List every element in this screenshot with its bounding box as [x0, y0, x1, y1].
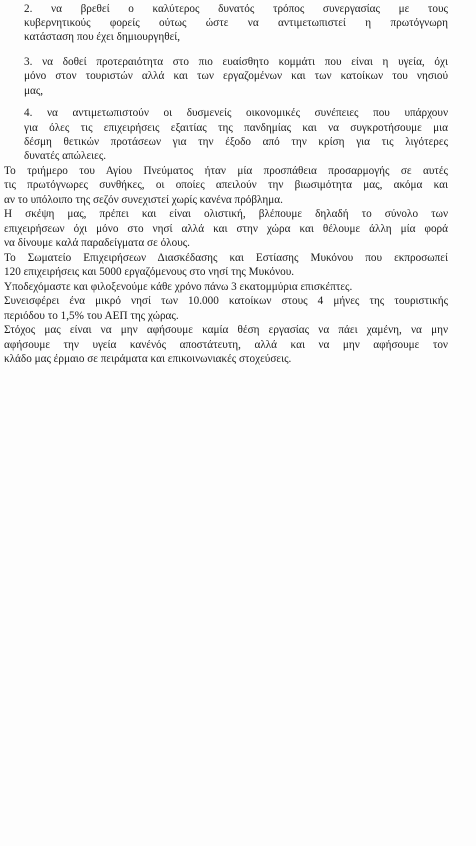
text-line: Υποδεχόμαστε και φιλοξενούμε κάθε χρόνο πάνω 3 εκατομμύρια επισκέπτες.: [4, 281, 353, 293]
text-line: Το τριήμερο του Αγίου Πνεύματος ήταν μία προσπάθεια προσαρμογής σε αυτές: [4, 165, 448, 177]
text-line: 120 επιχειρήσεις και 5000 εργαζόμενους στο νησί της Μυκόνου.: [4, 266, 295, 278]
text-line: να δίνουμε καλά παραδείγματα σε όλους.: [4, 237, 190, 249]
text-line: 2. να βρεθεί ο καλύτερος δυνατός τρόπος συνεργασίας με τους: [24, 3, 448, 15]
text-line: περιόδου το 1,5% του ΑΕΠ της χώρας.: [4, 310, 179, 322]
text-line: Στόχος μας είναι να μην αφήσουμε καμία θέση εργασίας να πάει χαμένη, να μην: [4, 324, 448, 336]
text-line: κυβερνητικούς φορείς ούτως ώστε να αντιμετωπιστεί η πρωτόγνωρη: [24, 17, 448, 29]
text-line: τις πρωτόγνωρες συνθήκες, οι οποίες απειλούν την βιωσιμότητα μας, ακόμα και: [4, 179, 448, 191]
text-line: δέσμη θετικών προτάσεων για την έξοδο από την κρίση για τις λιγότερες: [24, 136, 448, 148]
text-line: Συνεισφέρει ένα μικρό νησί των 10.000 κατοίκων στους 4 μήνες της τουριστικής: [4, 295, 448, 307]
text-line: αφήσουμε την υγεία κανένός αποστάτευτη, αλλά και να μην αφήσουμε τον: [4, 339, 448, 351]
text-line: Το Σωματείο Επιχειρήσεων Διασκέδασης και Εστίασης Μυκόνου που εκπροσωπεί: [4, 252, 448, 264]
text-line: αν το υπόλοιπο της σεζόν συνεχιστεί χωρίς κανένα πρόβλημα.: [4, 194, 283, 206]
text-line: Η σκέψη μας, πρέπει και είναι ολιστική, βλέπουμε δηλαδή το σύνολο των: [4, 208, 448, 220]
text-line: δυνατές απώλειες.: [24, 150, 107, 162]
text-line: 4. να αντιμετωπιστούν οι δυσμενείς οικονομικές συνέπειες που υπάρχουν: [24, 107, 448, 119]
text-line: για όλες τις επιχειρήσεις εξαιτίας της πανδημίας και να συγκροτήσουμε μια: [24, 122, 448, 134]
text-line: επιχειρήσεων όχι μόνο στο νησί αλλά και στην χώρα και θέλουμε άλλη μία φορά: [4, 223, 448, 235]
text-line: μόνο στον τουριστών αλλά και των εργαζομένων και των κατοίκων του νησιού: [24, 70, 448, 82]
text-line: κατάσταση που έχει δημιουργηθεί,: [24, 31, 181, 43]
text-line: 3. να δοθεί προτεραιότητα στο πιο ευαίσθητο κομμάτι που είναι η υγεία, όχι: [24, 56, 448, 68]
text-line: κλάδο μας έρμαιο σε πειράματα και επικοινωνιακές στοχεύσεις.: [4, 353, 292, 365]
text-line: μας,: [24, 85, 44, 97]
